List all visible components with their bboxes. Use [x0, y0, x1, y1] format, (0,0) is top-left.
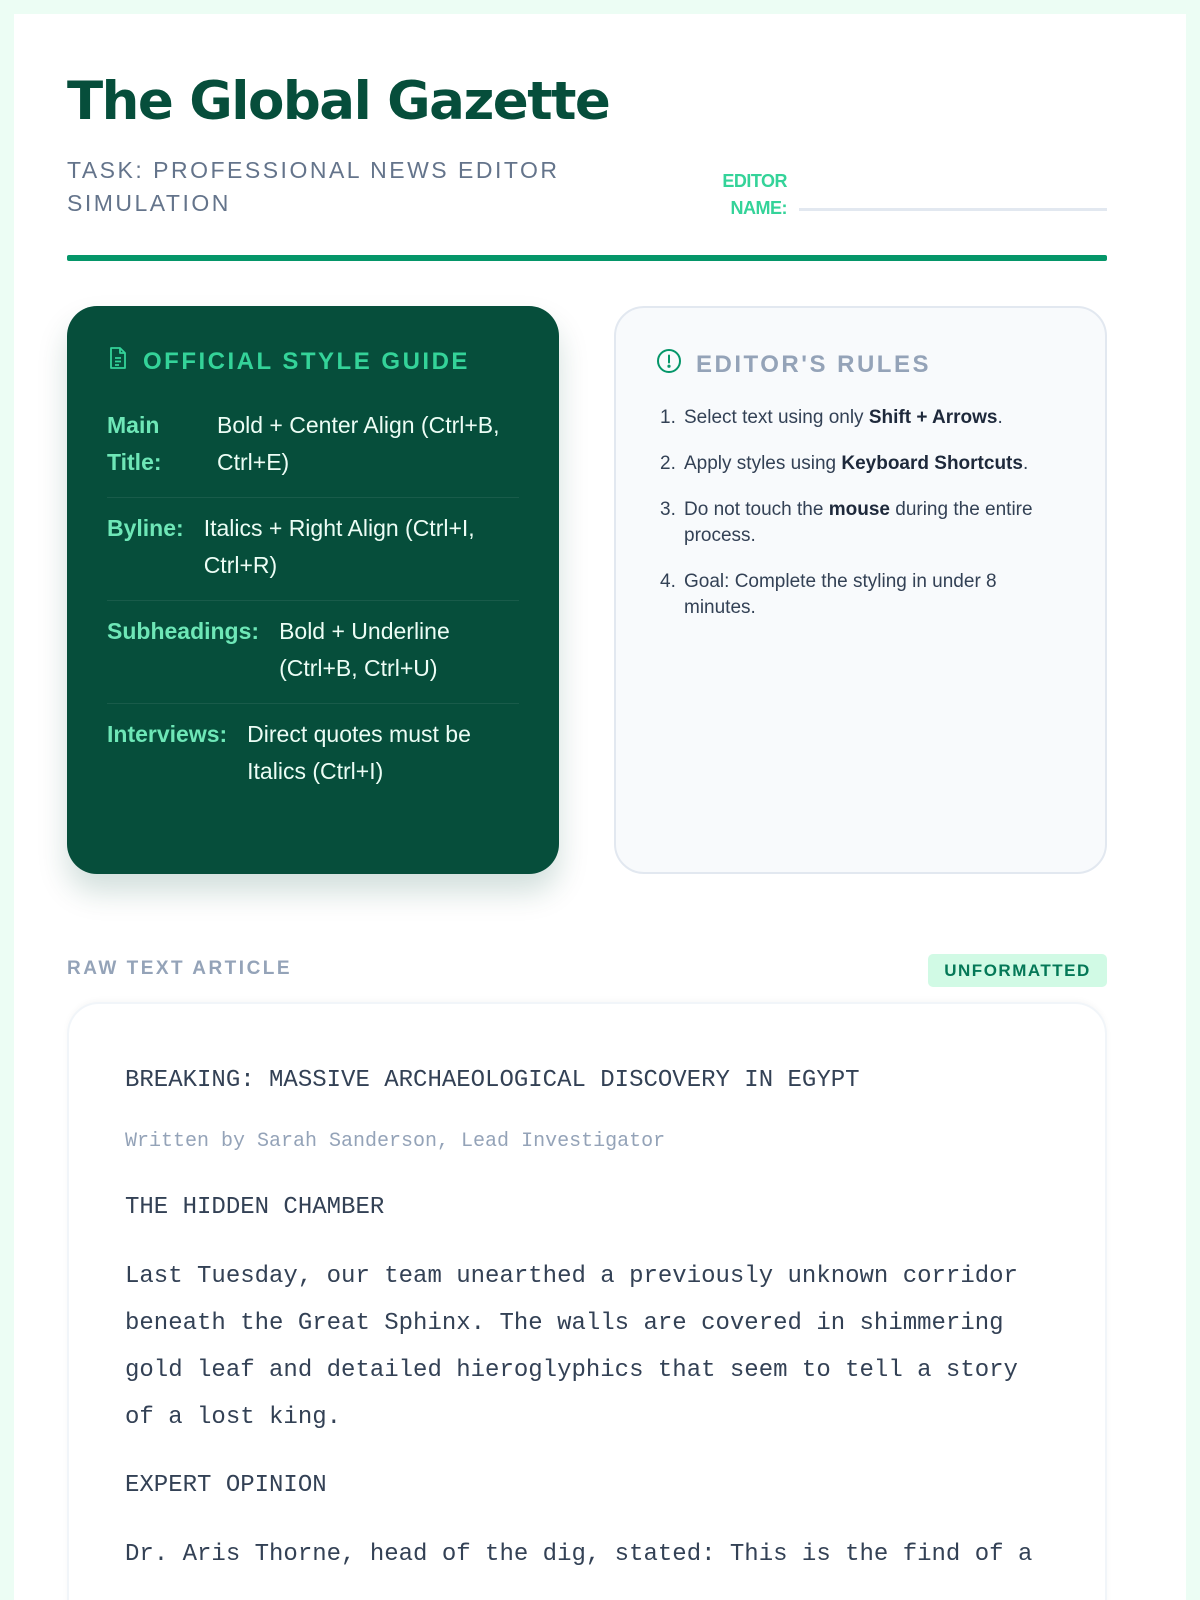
style-guide-card [67, 306, 559, 874]
status-badge: UNFORMATTED [928, 954, 1107, 987]
style-rule-value: Direct quotes must be Italics (Ctrl+I) [247, 721, 471, 784]
style-rule-label: Subheadings: [107, 618, 260, 644]
style-rule-value: Bold + Center Align (Ctrl+B, Ctrl+E) [217, 412, 500, 475]
editor-name-field[interactable] [799, 208, 1107, 211]
rule-text: Goal: Complete the styling in under 8 minutes. [684, 571, 997, 618]
article-byline[interactable]: Written by Sarah Sanderson, Lead Investigator [125, 1130, 666, 1153]
style-rule-row [107, 395, 519, 498]
raw-article-label: RAW TEXT ARTICLE [67, 958, 293, 979]
article-subheading[interactable]: EXPERT OPINION [125, 1472, 327, 1499]
editor-rule-item [656, 451, 1065, 477]
rule-text: Apply styles using [684, 453, 842, 474]
style-rule-value: Italics + Right Align (Ctrl+I, Ctrl+R) [203, 515, 475, 578]
editor-rules-title: EDITOR'S RULES [696, 350, 931, 378]
style-rule-label: Main Title: [107, 412, 162, 475]
rule-number: 4. [660, 571, 676, 592]
article-title[interactable]: BREAKING: MASSIVE ARCHAEOLOGICAL DISCOVERY IN EGYPT [125, 1067, 860, 1094]
rule-text: . [997, 407, 1003, 428]
style-rule-row [107, 601, 519, 704]
rule-number: 2. [660, 453, 676, 474]
article-paragraph[interactable]: Last Tuesday, our team unearthed a previously unknown corridor beneath the Great Sphinx. The walls are covered in shimmering gold leaf and detailed hieroglyphics that seem to tell a story of a lost king. [125, 1263, 1018, 1431]
style-rule-label: Interviews: [107, 721, 228, 747]
editor-rules-list [656, 405, 1065, 621]
rule-text: during the entire process. [684, 499, 1033, 546]
masthead-title: The Global Gazette [67, 71, 610, 132]
rule-text: Do not touch the [684, 499, 829, 520]
editor-name-label: EDITOR NAME: [722, 171, 787, 218]
style-rule-row [107, 704, 519, 806]
article-paragraph[interactable]: Dr. Aris Thorne, head of the dig, stated: This is the find of a [125, 1541, 1033, 1568]
document-icon [107, 346, 129, 377]
header [67, 70, 1107, 218]
style-guide-heading [107, 346, 519, 377]
style-rule-row [107, 498, 519, 601]
task-subtitle: TASK: PROFESSIONAL NEWS EDITOR SIMULATION [67, 157, 560, 216]
article-subheading[interactable]: THE HIDDEN CHAMBER [125, 1194, 385, 1221]
rule-text: Select text using only [684, 407, 869, 428]
editor-rules-heading [656, 348, 1065, 381]
editor-rule-item [656, 405, 1065, 431]
header-divider [67, 255, 1107, 261]
rule-text: . [1022, 453, 1029, 474]
editor-rule-item [656, 497, 1065, 549]
rule-number: 3. [660, 499, 676, 520]
style-rule-label: Byline: [107, 515, 184, 541]
editor-rules-card [614, 306, 1107, 874]
article-editor[interactable] [67, 1002, 1107, 1600]
editor-rule-item [656, 569, 1065, 621]
style-rule-value: Bold + Underline (Ctrl+B, Ctrl+U) [279, 618, 450, 681]
rule-number: 1. [660, 407, 676, 428]
rule-emphasis: mouse [828, 499, 890, 520]
rule-emphasis: Keyboard Shortcuts [841, 453, 1023, 474]
style-guide-title: OFFICIAL STYLE GUIDE [143, 347, 470, 375]
alert-circle-icon [656, 348, 682, 381]
rule-emphasis: Shift + Arrows [868, 407, 998, 428]
